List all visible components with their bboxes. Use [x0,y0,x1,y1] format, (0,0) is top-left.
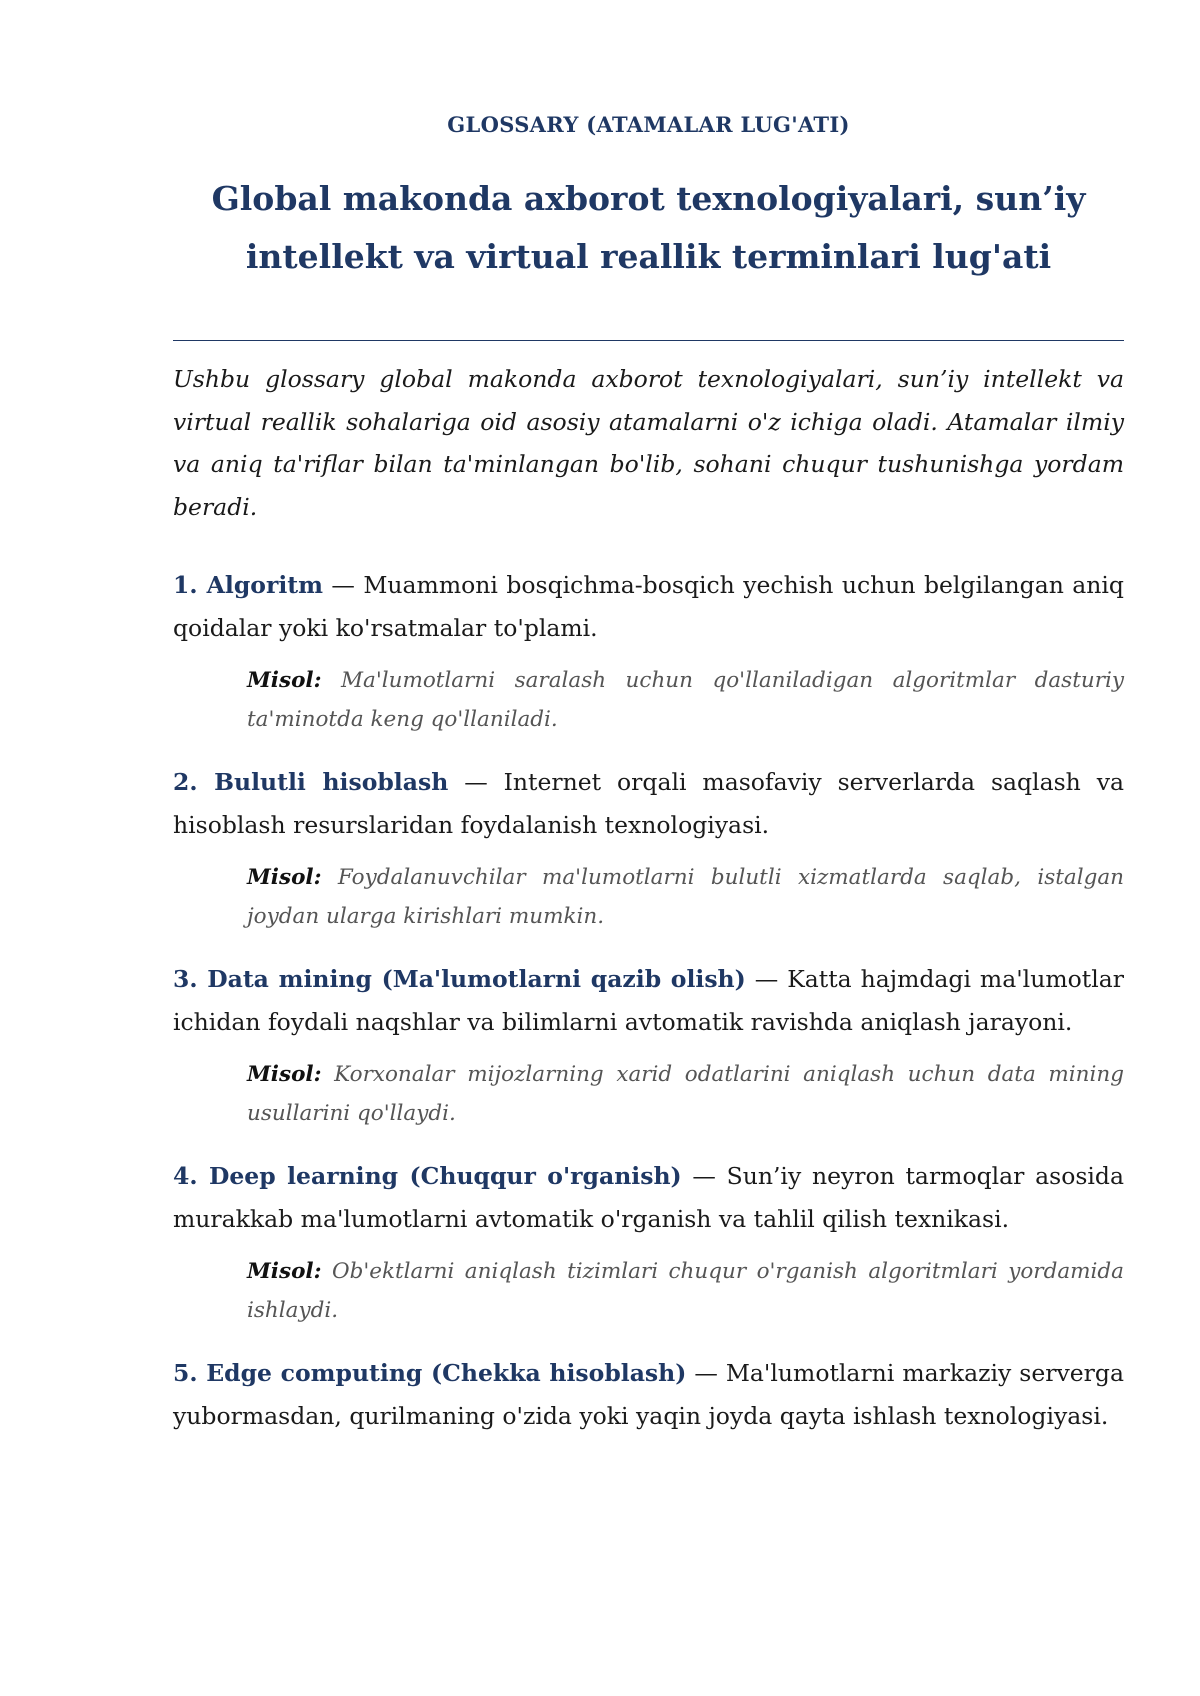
entry-definition [173,564,1124,649]
entry-definition [173,1352,1124,1437]
document-title: Global makonda axborot texnologiyalari, sun’iy intellekt va virtual reallik terminlari lug'ati [211,179,1086,276]
glossary-entry [173,958,1124,1133]
example-label: Misol: [247,865,322,890]
title-divider [173,340,1124,341]
definition-text: Muammoni bosqichma-bosqich yechish uchun belgilangan aniq qoidalar yoki ko'rsatmalar to'plami. [173,571,1124,642]
glossary-entry [173,1352,1124,1437]
example-text: Ma'lumotlarni saralash uchun qo'llaniladigan algoritmlar dasturiy ta'minotda keng qo'llaniladi. [247,668,1124,732]
entry-example [247,1252,1124,1330]
entry-example [247,661,1124,739]
term-dash: — [464,768,488,796]
entry-definition [173,958,1124,1043]
term-dash: — [692,1162,716,1190]
entry-term: 3. Data mining (Ma'lumotlarni qazib olish) [173,965,746,993]
term-dash: — [694,1359,718,1387]
example-label: Misol: [247,668,322,693]
entry-term: 1. Algoritm [173,571,323,599]
example-label: Misol: [247,1259,322,1284]
entry-definition [173,761,1124,846]
term-dash: — [754,965,779,993]
entry-definition [173,1155,1124,1240]
intro-paragraph: Ushbu glossary global makonda axborot texnologiyalari, sun’iy intellekt va virtual reallik sohalariga oid asosiy atamalarni o'z ichiga oladi. Atamalar ilmiy va aniq ta'riflar bilan ta'minlangan bo'lib, sohani chuqur tushunishga yordam beradi. [173,365,1124,521]
glossary-entry [173,1155,1124,1330]
entry-term: 5. Edge computing (Chekka hisoblash) [173,1359,687,1387]
example-label: Misol: [247,1062,322,1087]
entry-term: 4. Deep learning (Chuqqur o'rganish) [173,1162,682,1190]
definition-text: Ma'lumotlarni markaziy serverga yubormasdan, qurilmaning o'zida yoki yaqin joyda qayta ishlash texnologiyasi. [173,1359,1124,1430]
definition-text: Internet orqali masofaviy serverlarda saqlash va hisoblash resurslaridan foydalanish texnologiyasi. [173,768,1124,839]
glossary-kicker: GLOSSARY (ATAMALAR LUG'ATI) [447,112,850,137]
example-text: Korxonalar mijozlarning xarid odatlarini aniqlash uchun data mining usullarini qo'llaydi. [247,1062,1124,1126]
term-dash: — [331,571,355,599]
glossary-entry [173,564,1124,739]
entry-example [247,858,1124,936]
definition-text: Katta hajmdagi ma'lumotlar ichidan foydali naqshlar va bilimlarni avtomatik ravishda aniqlash jarayoni. [173,965,1124,1036]
entry-example [247,1055,1124,1133]
glossary-entry [173,761,1124,936]
example-text: Foydalanuvchilar ma'lumotlarni bulutli xizmatlarda saqlab, istalgan joydan ularga kirishlari mumkin. [247,865,1125,929]
entry-term: 2. Bulutli hisoblash [173,768,449,796]
definition-text: Sun’iy neyron tarmoqlar asosida murakkab ma'lumotlarni avtomatik o'rganish va tahlil qilish texnikasi. [173,1162,1124,1233]
glossary-entries [173,564,1124,1459]
example-text: Ob'ektlarni aniqlash tizimlari chuqur o'rganish algoritmlari yordamida ishlaydi. [247,1259,1125,1323]
